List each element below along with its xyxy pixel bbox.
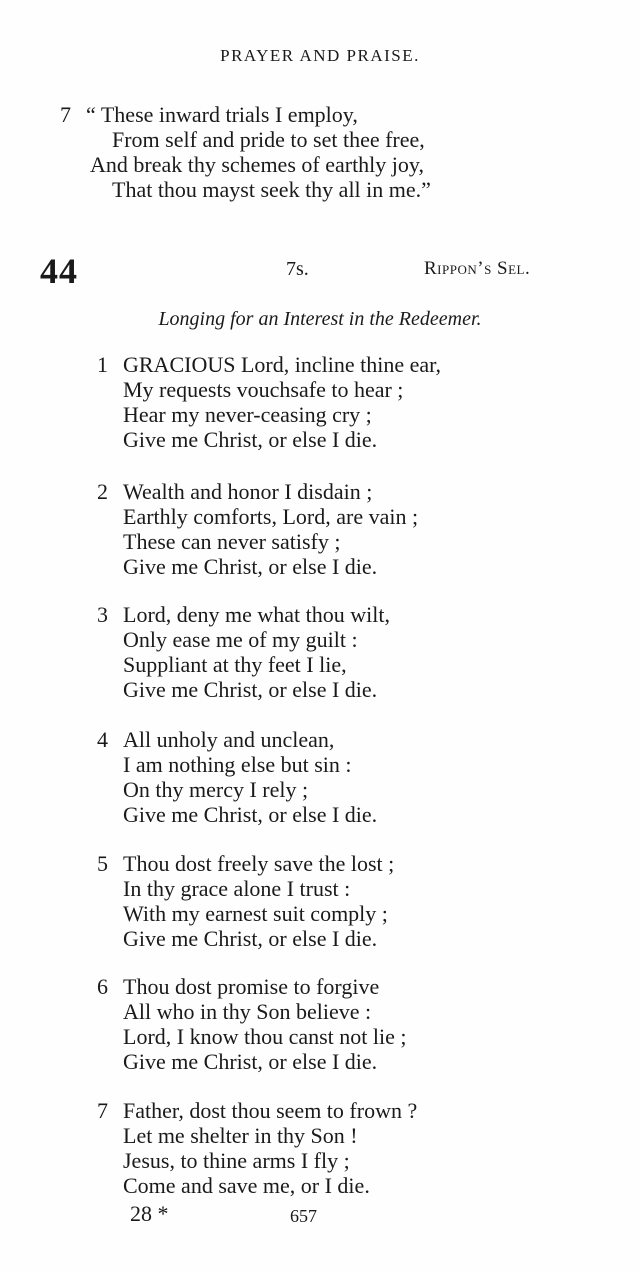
- verse-line: “ These inward trials I employ,: [86, 102, 358, 127]
- verse-line: Wealth and honor I disdain ;: [123, 479, 373, 504]
- stanza-number: 4: [97, 727, 108, 752]
- signature-mark: 28 *: [130, 1201, 169, 1226]
- verse-line: All who in thy Son believe :: [123, 999, 372, 1024]
- verse-line: Give me Christ, or else I die.: [123, 677, 378, 702]
- verse-line: Give me Christ, or else I die.: [123, 926, 378, 951]
- verse-line: Jesus, to thine arms I fly ;: [123, 1148, 350, 1173]
- verse-line: Let me shelter in thy Son !: [123, 1123, 358, 1148]
- stanza-number: 6: [97, 974, 108, 999]
- verse-line: Lord, deny me what thou wilt,: [123, 602, 391, 627]
- verse-line: Give me Christ, or else I die.: [123, 1049, 378, 1074]
- verse-line: I am nothing else but sin :: [123, 752, 352, 777]
- stanza-number: 7: [60, 102, 71, 127]
- verse-line: Lord, I know thou canst not lie ;: [123, 1024, 407, 1049]
- running-header: PRAYER AND PRAISE.: [220, 46, 420, 65]
- hymn-number: 44: [40, 251, 78, 291]
- verse-line: Give me Christ, or else I die.: [123, 802, 378, 827]
- verse-line: Give me Christ, or else I die.: [123, 427, 378, 452]
- stanza-number: 3: [97, 602, 108, 627]
- hymn-subtitle: Longing for an Interest in the Redeemer.: [158, 308, 482, 330]
- verse-line: With my earnest suit comply ;: [123, 901, 388, 926]
- verse-line: And break thy schemes of earthly joy,: [90, 152, 424, 177]
- hymn-meter: 7s.: [286, 258, 309, 280]
- stanza-number: 5: [97, 851, 108, 876]
- verse-line: Suppliant at thy feet I lie,: [123, 652, 347, 677]
- verse-line: On thy mercy I rely ;: [123, 777, 309, 802]
- verse-line: Thou dost freely save the lost ;: [123, 851, 395, 876]
- stanza-number: 7: [97, 1098, 108, 1123]
- verse-line: Thou dost promise to forgive: [123, 974, 380, 999]
- stanza-number: 2: [97, 479, 108, 504]
- verse-line: Hear my never-ceasing cry ;: [123, 402, 372, 427]
- verse-line: Father, dost thou seem to frown ?: [123, 1098, 418, 1123]
- verse-line: Give me Christ, or else I die.: [123, 554, 378, 579]
- verse-line: My requests vouchsafe to hear ;: [123, 377, 404, 402]
- stanza-number: 1: [97, 352, 108, 377]
- verse-line: These can never satisfy ;: [123, 529, 341, 554]
- verse-line: Only ease me of my guilt :: [123, 627, 358, 652]
- verse-line: All unholy and unclean,: [123, 727, 335, 752]
- hymn-source: Rippon’s Sel.: [424, 258, 531, 279]
- page-number: 657: [290, 1206, 317, 1226]
- verse-line: From self and pride to set thee free,: [112, 127, 425, 152]
- verse-line: Come and save me, or I die.: [123, 1173, 370, 1198]
- verse-line: In thy grace alone I trust :: [123, 876, 351, 901]
- verse-line: GRACIOUS Lord, incline thine ear,: [123, 352, 442, 377]
- verse-line: Earthly comforts, Lord, are vain ;: [123, 504, 419, 529]
- verse-line: That thou mayst seek thy all in me.”: [112, 177, 431, 202]
